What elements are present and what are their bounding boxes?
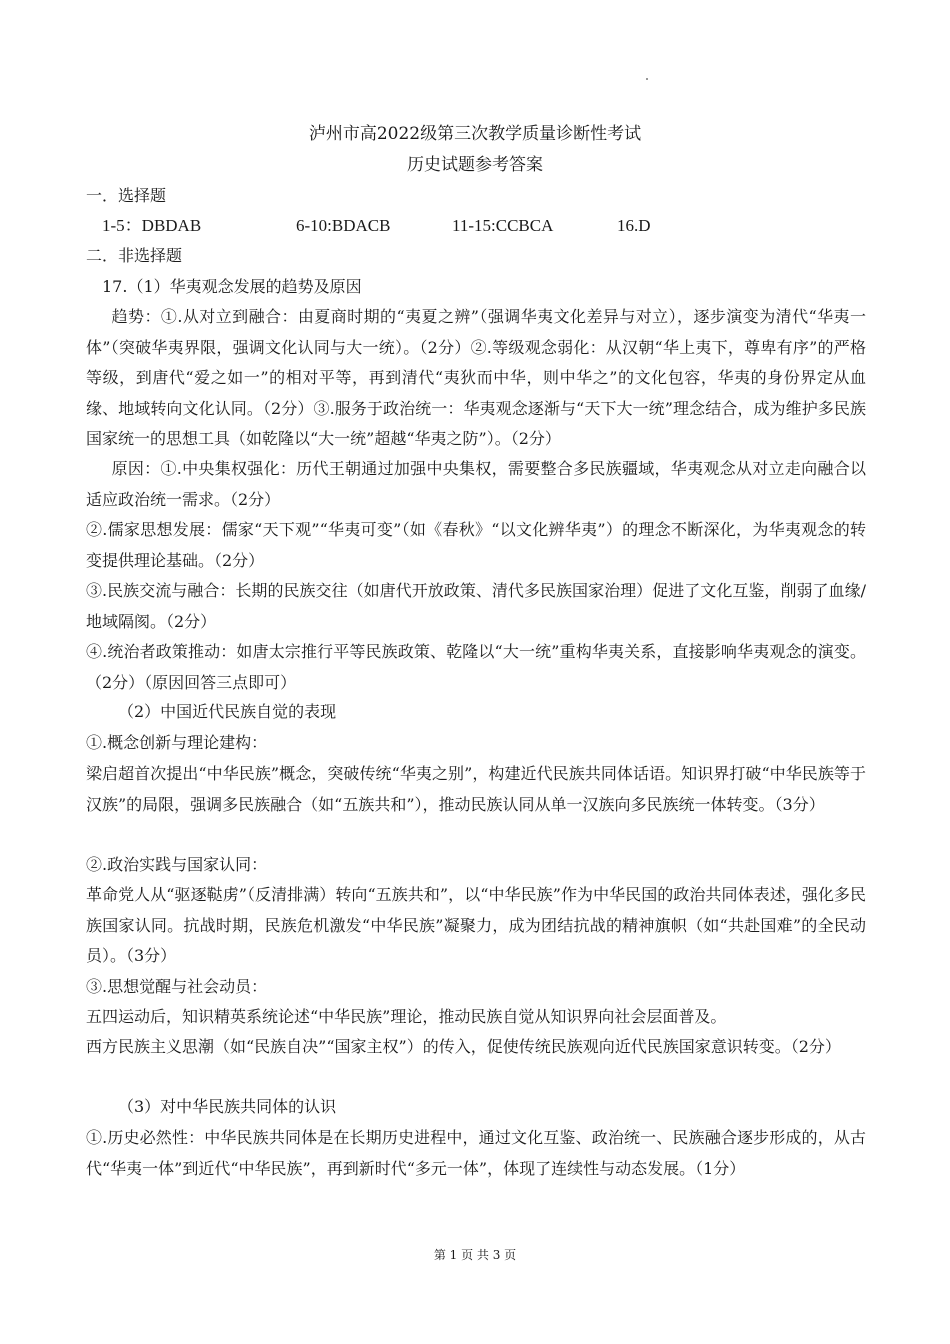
answer-group: 1-5：DBDAB <box>102 216 202 235</box>
q17-part2-point-3-text-b: 西方民族主义思潮（如“民族自决”“国家主权”）的传入，促使传统民族观向近代民族国家意识转变。（2分） <box>86 1037 841 1056</box>
q17-part2-point-3-heading: ③.思想觉醒与社会动员： <box>86 977 268 996</box>
exam-title: 泸州市高2022级第三次教学质量诊断性考试 <box>308 124 642 144</box>
section1-heading: 一．选择题 <box>86 186 167 205</box>
choice-answers-row <box>0 216 950 236</box>
q17-part1-heading: 17.（1）华夷观念发展的趋势及原因 <box>102 277 362 296</box>
answer-group: 6-10:BDACB <box>296 216 391 235</box>
q17-reason-1: 原因：①.中央集权强化：历代王朝通过加强中央集权，需要整合多民族疆域，华夷观念从对立走向融合以适应政治统一需求。（2分） <box>86 459 866 509</box>
q17-part3-heading: （3）对中华民族共同体的认识 <box>118 1097 337 1116</box>
q17-part2-point-1-heading: ①.概念创新与理论建构： <box>86 733 268 752</box>
q17-part3-point-1-text: ①.历史必然性：中华民族共同体是在长期历史进程中，通过文化互鉴、政治统一、民族融合逐步形成的，从古代“华夷一体”到近代“中华民族”，再到新时代“多元一体”，体现了连续性与动态发展。（1分） <box>86 1128 866 1178</box>
page-footer: 第 1 页 共 3 页 <box>433 1248 517 1262</box>
scan-speck <box>646 78 648 80</box>
answer-group: 16.D <box>617 216 651 235</box>
q17-part2-heading: （2）中国近代民族自觉的表现 <box>118 702 337 721</box>
q17-part2-point-2-text: 革命党人从“驱逐鞑虏”（反清排满）转向“五族共和”，以“中华民族”作为中华民国的政治共同体表述，强化多民族国家认同。抗战时期，民族危机激发“中华民族”凝聚力，成为团结抗战的精神旗帜（如“共赴国难”的全民动员）。（3分） <box>86 885 866 965</box>
section2-heading: 二．非选择题 <box>86 246 183 265</box>
q17-reason-4: ④.统治者政策推动：如唐太宗推行平等民族政策、乾隆以“大一统”重构华夷关系，直接影响华夷观念的演变。（2分）（原因回答三点即可） <box>86 642 866 692</box>
q17-part2-point-3-text-a: 五四运动后，知识精英系统论述“中华民族”理论，推动民族自觉从知识界向社会层面普及。 <box>86 1007 727 1026</box>
q17-reason-3: ③.民族交流与融合：长期的民族交往（如唐代开放政策、清代多民族国家治理）促进了文化互鉴，削弱了血缘/地域隔阂。（2分） <box>86 581 866 631</box>
q17-trend-paragraph: 趋势：①.从对立到融合：由夏商时期的“夷夏之辨”（强调华夷文化差异与对立），逐步演变为清代“华夷一体”（突破华夷界限，强调文化认同与大一统）。（2分）②.等级观念弱化：从汉朝“华上夷下，尊卑有序”的严格等级，到唐代“爱之如一”的相对平等，再到清代“夷狄而中华，则中华之”的文化包容，华夷的身份界定从血缘、地域转向文化认同。（2分）③.服务于政治统一：华夷观念逐渐与“天下大一统”理念结合，成为维护多民族国家统一的思想工具（如乾隆以“大一统”超越“华夷之防”）。（2分） <box>86 307 866 448</box>
exam-subtitle: 历史试题参考答案 <box>407 155 543 175</box>
q17-part2-point-2-heading: ②.政治实践与国家认同： <box>86 855 268 874</box>
answer-group: 11-15:CCBCA <box>452 216 554 235</box>
q17-reason-2: ②.儒家思想发展：儒家“天下观”“华夷可变”（如《春秋》“以文化辨华夷”）的理念不断深化，为华夷观念的转变提供理论基础。（2分） <box>86 520 866 570</box>
q17-part2-point-1-text: 梁启超首次提出“中华民族”概念，突破传统“华夷之别”，构建近代民族共同体话语。知识界打破“中华民族等于汉族”的局限，强调多民族融合（如“五族共和”），推动民族认同从单一汉族向多民族统一体转变。（3分） <box>86 764 866 814</box>
